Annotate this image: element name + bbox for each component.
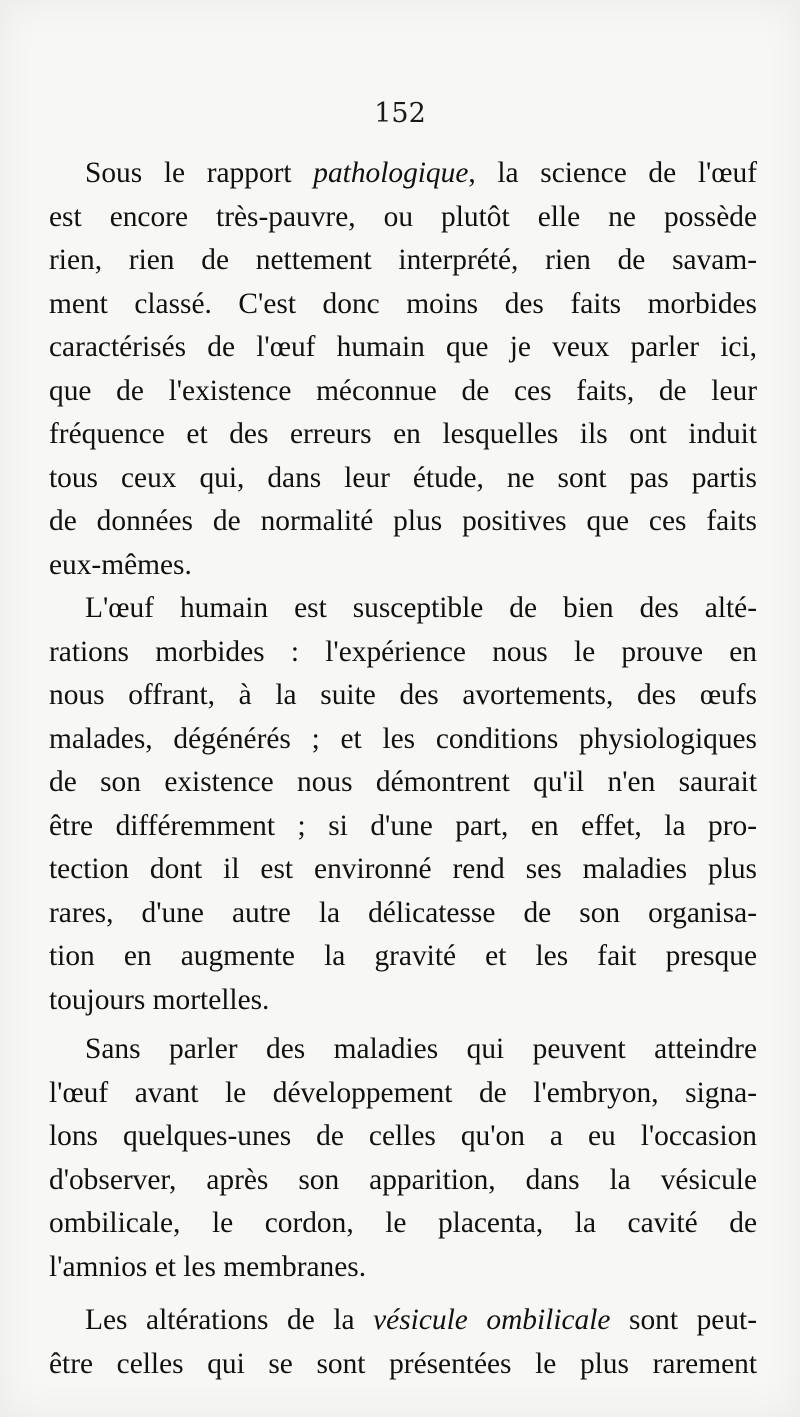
- text-line: Sous le rapport pathologique, la science de l'œuf: [85, 157, 757, 189]
- text-line: tion en augmente la gravité et les fait presque: [49, 940, 757, 972]
- text-line: nous offrant, à la suite des avortements, des œufs: [49, 679, 757, 711]
- paragraph-3: [49, 1028, 757, 1289]
- page-number: 152: [374, 98, 426, 129]
- text-line: rien, rien de nettement interprété, rien de savam-: [49, 244, 757, 276]
- text-line: ment classé. C'est donc moins des faits morbides: [49, 287, 757, 320]
- text-line: d'observer, après son apparition, dans la vésicule: [49, 1163, 757, 1196]
- text-line: Sans parler des maladies qui peuvent atteindre: [85, 1033, 757, 1065]
- text-line: fréquence et des erreurs en lesquelles ils ont induit: [49, 418, 757, 450]
- paragraph-2: [49, 587, 757, 1022]
- text-line: caractérisés de l'œuf humain que je veux parler ici,: [49, 331, 757, 363]
- text-line: tous ceux qui, dans leur étude, ne sont pas partis: [49, 461, 757, 494]
- text-line: de son existence nous démontrent qu'il n'en saurait: [49, 766, 757, 798]
- body-text: [49, 152, 757, 1386]
- text-line: malades, dégénérés ; et les conditions physiologiques: [49, 722, 757, 755]
- text-line: que de l'existence méconnue de ces faits, de leur: [49, 374, 757, 407]
- text-line: tection dont il est environné rend ses maladies plus: [49, 853, 757, 885]
- text-line: l'œuf avant le développement de l'embryon, signa-: [49, 1076, 757, 1109]
- text-line: est encore très-pauvre, ou plutôt elle ne possède: [49, 200, 757, 233]
- text-line: ombilicale, le cordon, le placenta, la cavité de: [49, 1207, 757, 1239]
- italic-term: vésicule ombilicale: [373, 1304, 611, 1336]
- text-line: être celles qui se sont présentées le plus rarement: [49, 1347, 757, 1380]
- paragraph-1: [49, 152, 757, 587]
- italic-term: pathologique: [313, 157, 469, 189]
- text-line: rations morbides : l'expérience nous le prouve en: [49, 635, 757, 668]
- text-line: Les altérations de la vésicule ombilicale sont peut-: [85, 1304, 757, 1336]
- text-line: lons quelques-unes de celles qu'on a eu l'occasion: [49, 1120, 757, 1152]
- text-line: de données de normalité plus positives que ces faits: [49, 505, 757, 537]
- text-line: eux-mêmes.: [49, 548, 192, 581]
- text-line: toujours mortelles.: [49, 983, 270, 1016]
- text-line: l'amnios et les membranes.: [49, 1250, 367, 1283]
- text-line: être différemment ; si d'une part, en effet, la pro-: [49, 809, 757, 842]
- text-line: rares, d'une autre la délicatesse de son organisa-: [49, 896, 757, 929]
- paragraph-4: [49, 1299, 757, 1386]
- text-line: L'œuf humain est susceptible de bien des alté-: [85, 592, 757, 624]
